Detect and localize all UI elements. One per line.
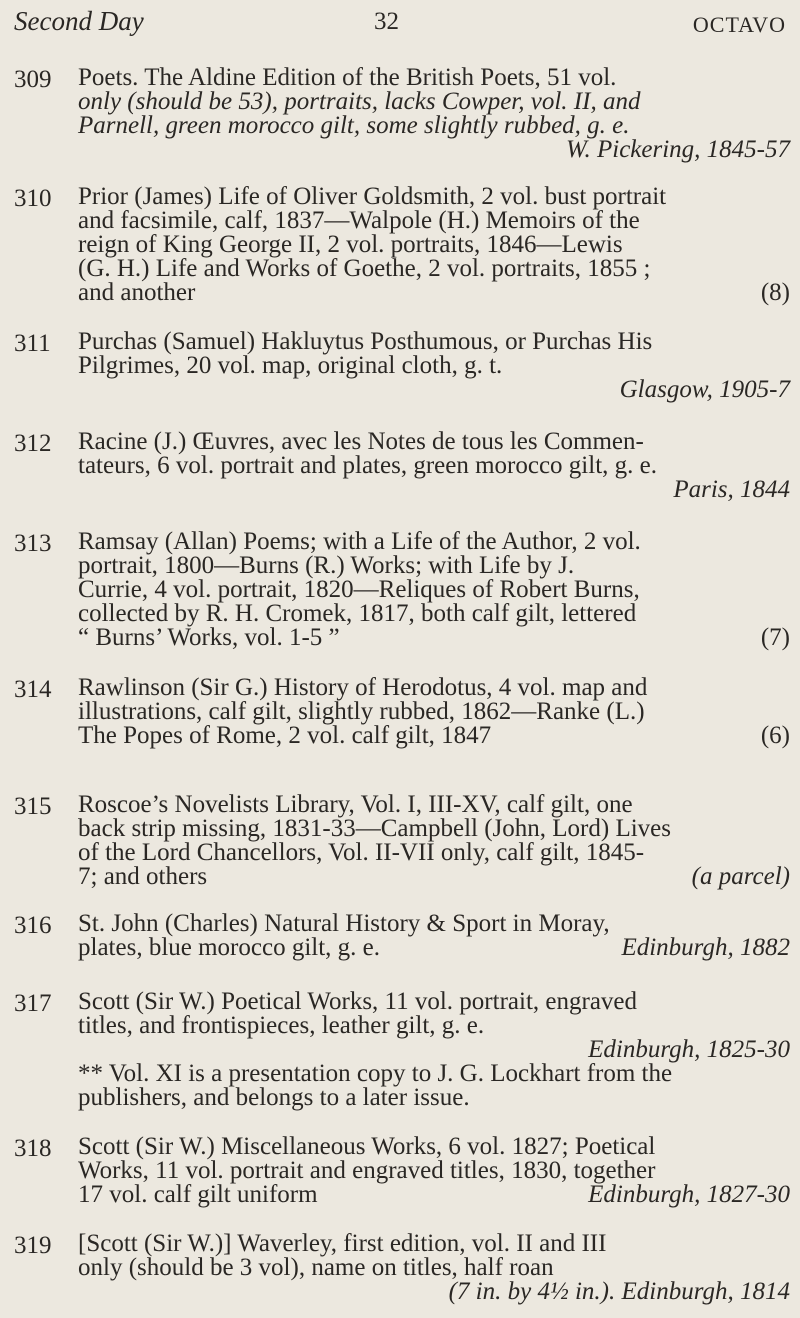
lot-text: and facsimile, calf, 1837—Walpole (H.) Memoirs of the — [78, 207, 640, 234]
lot-quantity: (6) — [760, 722, 790, 749]
lot-text: Paris, 1844 — [673, 476, 790, 503]
lot-number: 317 — [14, 990, 52, 1017]
lot-number: 318 — [14, 1135, 52, 1162]
lot-text: portrait, 1800—Burns (R.) Works; with Life by J. — [78, 552, 575, 579]
lot-line — [78, 602, 790, 626]
lot-text: and another — [78, 279, 196, 306]
lot-quantity: Edinburgh, 1827-30 — [588, 1181, 790, 1208]
lot-line — [78, 936, 790, 960]
lot-text: (G. H.) Life and Works of Goethe, 2 vol. portraits, 1855 ; — [78, 255, 651, 282]
lot-line — [78, 793, 790, 817]
lot-line — [78, 233, 790, 257]
lot-number: 310 — [14, 185, 52, 212]
lot-line — [78, 724, 790, 748]
lot-line — [78, 530, 790, 554]
lot-description — [78, 990, 790, 1110]
lot-text: Prior (James) Life of Oliver Goldsmith, 2 vol. bust portrait — [78, 183, 667, 210]
lot-line — [78, 1183, 790, 1207]
lot-line — [78, 1086, 790, 1110]
lot-text: Ramsay (Allan) Poems; with a Life of the Author, 2 vol. — [78, 528, 641, 555]
lot-number: 312 — [14, 430, 52, 457]
lot-text: St. John (Charles) Natural History & Sport in Moray, — [78, 910, 610, 937]
lot-text: back strip missing, 1831-33—Campbell (John, Lord) Lives — [78, 815, 671, 842]
lot-line — [78, 817, 790, 841]
lot-line — [78, 1062, 790, 1086]
lot-line — [78, 209, 790, 233]
lot-number: 316 — [14, 912, 52, 939]
lot-description — [78, 1232, 790, 1304]
lot-text: plates, blue morocco gilt, g. e. — [78, 934, 381, 961]
lot-line — [78, 1256, 790, 1280]
lot-text: Roscoe’s Novelists Library, Vol. I, III-XV, calf gilt, one — [78, 791, 633, 818]
lot-line — [78, 1014, 790, 1038]
lot-text: Rawlinson (Sir G.) History of Herodotus, 4 vol. map and — [78, 674, 648, 701]
lot-line — [78, 114, 790, 138]
lot-quantity: (8) — [760, 279, 790, 306]
lot-description — [78, 185, 790, 305]
lot-text: Parnell, green morocco gilt, some slightly rubbed, g. e. — [78, 112, 630, 139]
lot-text: only (should be 53), portraits, lacks Cowper, vol. II, and — [78, 88, 641, 115]
lot-text: Currie, 4 vol. portrait, 1820—Reliques of Robert Burns, — [78, 576, 640, 603]
lot-text: 7; and others — [78, 863, 208, 890]
lot-quantity: Edinburgh, 1882 — [621, 934, 790, 961]
lot-number: 319 — [14, 1232, 52, 1259]
lot-description — [78, 1135, 790, 1207]
lot-text: 17 vol. calf gilt uniform — [78, 1181, 318, 1208]
lot-description — [78, 330, 790, 402]
lot-line — [78, 865, 790, 889]
lot-text: “ Burns’ Works, vol. 1-5 ” — [78, 624, 340, 651]
lot-line — [78, 626, 790, 650]
lot-text: Pilgrimes, 20 vol. map, original cloth, g. t. — [78, 352, 503, 379]
lot-line — [78, 90, 790, 114]
lot-text: Edinburgh, 1825-30 — [588, 1036, 790, 1063]
lot-line — [78, 66, 790, 90]
lot-number: 311 — [14, 330, 51, 357]
lot-line — [78, 700, 790, 724]
lot-line — [78, 354, 790, 378]
lot-line — [78, 257, 790, 281]
lot-description — [78, 66, 790, 162]
lot-line — [78, 378, 790, 402]
lot-line — [78, 478, 790, 502]
lot-line — [78, 330, 790, 354]
lot-description — [78, 530, 790, 650]
lot-text: The Popes of Rome, 2 vol. calf gilt, 1847 — [78, 722, 492, 749]
lot-description — [78, 793, 790, 889]
lot-number: 314 — [14, 676, 52, 703]
lot-text: Racine (J.) Œuvres, avec les Notes de tous les Commen- — [78, 428, 644, 455]
lot-text: [Scott (Sir W.)] Waverley, first edition, vol. II and III — [78, 1230, 607, 1257]
lot-text: reign of King George II, 2 vol. portraits, 1846—Lewis — [78, 231, 623, 258]
lot-line — [78, 912, 790, 936]
lot-text: Scott (Sir W.) Miscellaneous Works, 6 vol. 1827; Poetical — [78, 1133, 656, 1160]
lot-text: Purchas (Samuel) Hakluytus Posthumous, or Purchas His — [78, 328, 653, 355]
lot-text: ** Vol. XI is a presentation copy to J. G. Lockhart from the — [78, 1060, 673, 1087]
lot-text: collected by R. H. Cromek, 1817, both calf gilt, lettered — [78, 600, 637, 627]
lot-number: 315 — [14, 793, 52, 820]
lot-number: 313 — [14, 530, 52, 557]
lot-text: of the Lord Chancellors, Vol. II-VII only, calf gilt, 1845- — [78, 839, 645, 866]
lot-line — [78, 454, 790, 478]
lot-text: Scott (Sir W.) Poetical Works, 11 vol. portrait, engraved — [78, 988, 638, 1015]
lot-quantity: (a parcel) — [691, 863, 790, 890]
lot-number: 309 — [14, 66, 52, 93]
header-format: OCTAVO — [692, 12, 786, 37]
lot-text: publishers, and belongs to a later issue. — [78, 1084, 470, 1111]
lot-text: W. Pickering, 1845-57 — [565, 136, 790, 163]
lot-description — [78, 430, 790, 502]
lot-text: Poets. The Aldine Edition of the British Poets, 51 vol. — [78, 64, 617, 91]
lot-line — [78, 1159, 790, 1183]
lot-line — [78, 138, 790, 162]
lot-line — [78, 1135, 790, 1159]
lot-line — [78, 281, 790, 305]
lot-line — [78, 841, 790, 865]
lot-description — [78, 676, 790, 748]
lot-line — [78, 1038, 790, 1062]
lot-quantity: (7) — [760, 624, 790, 651]
lot-line — [78, 185, 790, 209]
lot-line — [78, 990, 790, 1014]
lot-line — [78, 430, 790, 454]
page-number: 32 — [374, 8, 399, 35]
lot-text: titles, and frontispieces, leather gilt, g. e. — [78, 1012, 485, 1039]
lot-text: (7 in. by 4½ in.). Edinburgh, 1814 — [448, 1278, 790, 1305]
header-day: Second Day — [14, 6, 144, 36]
lot-text: illustrations, calf gilt, slightly rubbed, 1862—Ranke (L.) — [78, 698, 645, 725]
lot-text: only (should be 3 vol), name on titles, half roan — [78, 1254, 554, 1281]
lot-line — [78, 578, 790, 602]
lot-text: tateurs, 6 vol. portrait and plates, green morocco gilt, g. e. — [78, 452, 657, 479]
lot-line — [78, 1232, 790, 1256]
page-header — [14, 6, 786, 42]
lot-line — [78, 676, 790, 700]
lot-line — [78, 554, 790, 578]
lot-text: Works, 11 vol. portrait and engraved titles, 1830, together — [78, 1157, 656, 1184]
lot-description — [78, 912, 790, 960]
lot-line — [78, 1280, 790, 1304]
lot-text: Glasgow, 1905-7 — [619, 376, 790, 403]
